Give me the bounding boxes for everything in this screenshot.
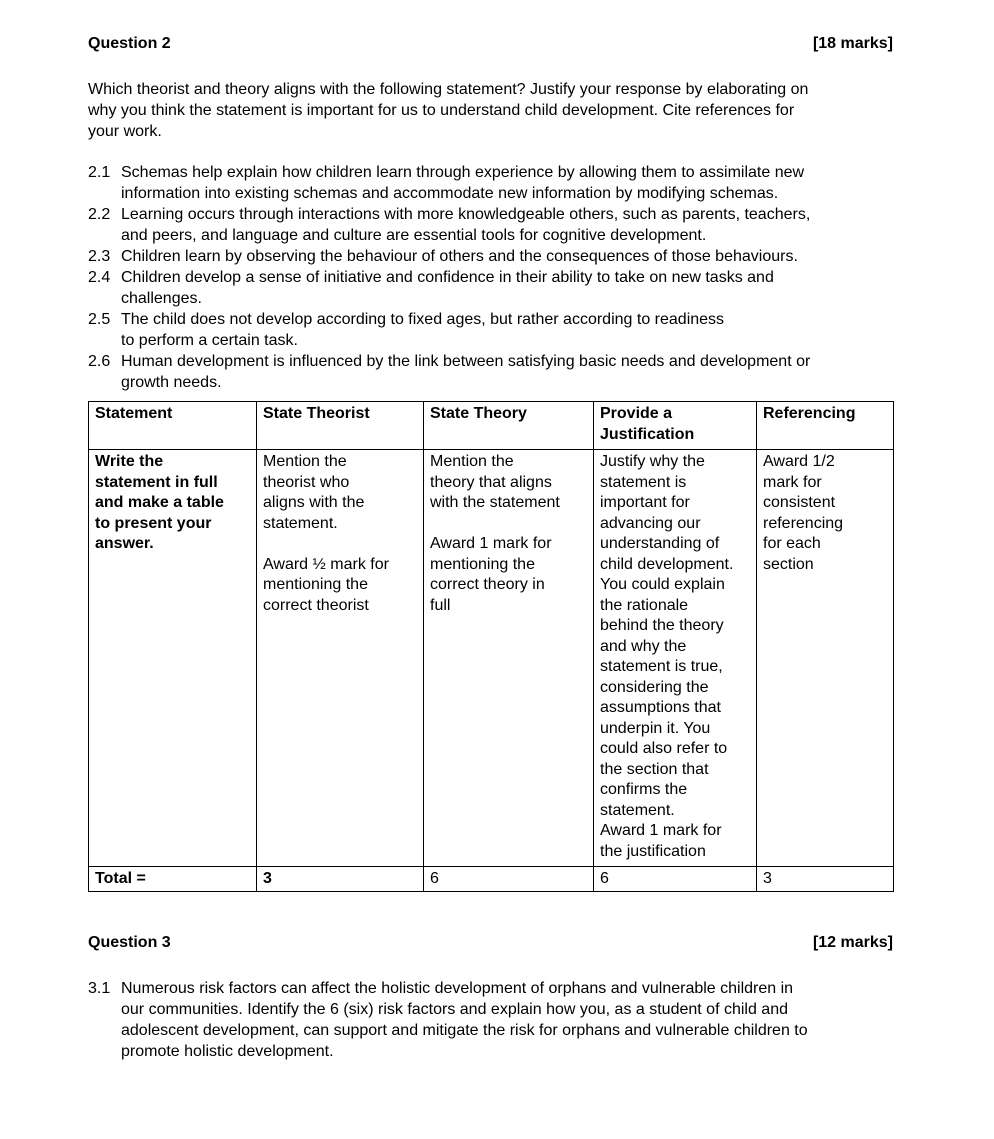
list-item-number: 2.3 — [88, 248, 111, 265]
cell-referencing-instruction: Award 1/2 mark for consistent referencing for each section — [757, 450, 894, 867]
list-item-number: 2.6 — [88, 353, 111, 370]
list-item-number: 3.1 — [88, 980, 111, 997]
list-item-text: Children learn by observing the behaviour of others and the consequences of those behaviours. — [121, 248, 798, 265]
list-item-2-4 — [88, 267, 893, 309]
list-item-number: 2.1 — [88, 164, 111, 181]
cell-theory-instruction: Mention the theory that aligns with the statement Award 1 mark for mentioning the correct theory in full — [424, 450, 594, 867]
question2-list — [88, 162, 893, 393]
list-item-text: Human development is influenced by the link between satisfying basic needs and development or growth needs. — [121, 353, 811, 391]
list-item-text: Numerous risk factors can affect the holistic development of orphans and vulnerable children in our communities. Identify the 6 (six) risk factors and explain how you, as a student of child and adolescent development, can support and mitigate the risk for orphans and vulnerable children to promote holistic development. — [121, 980, 808, 1060]
list-item-2-2 — [88, 204, 893, 246]
cell-theorist-instruction: Mention the theorist who aligns with the statement. Award ½ mark for mentioning the correct theorist — [257, 450, 424, 867]
question2-marks: [18 marks] — [812, 35, 893, 52]
list-item-text: Children develop a sense of initiative and confidence in their ability to take on new tasks and challenges. — [121, 269, 774, 307]
list-item-2-6 — [88, 351, 893, 393]
question2-header — [88, 33, 893, 54]
list-item-2-5 — [88, 309, 893, 351]
rubric-header-row — [89, 402, 894, 450]
total-label: Total = — [89, 867, 257, 892]
question2-title: Question 2 — [88, 35, 171, 52]
total-referencing-marks: 3 — [757, 867, 894, 892]
header-statement: Statement — [89, 402, 257, 450]
rubric-table — [88, 401, 894, 892]
total-theorist-marks: 3 — [257, 867, 424, 892]
cell-justification-instruction: Justify why the statement is important for advancing our understanding of child development. You could explain the rationale behind the theory and why the statement is true, considering the assumptions that underpin it. You could also refer to the section that confirms the statement. Award 1 mark for the justification — [594, 450, 757, 867]
list-item-text: Learning occurs through interactions with more knowledgeable others, such as parents, teachers, and peers, and language and culture are essential tools for cognitive development. — [121, 206, 811, 244]
rubric-total-row — [89, 867, 894, 892]
question3-list — [88, 978, 893, 1062]
list-item-number: 2.2 — [88, 206, 111, 223]
question3-marks: [12 marks] — [812, 934, 893, 951]
list-item-3-1 — [88, 978, 893, 1062]
question3-title: Question 3 — [88, 934, 171, 951]
total-theory-marks: 6 — [424, 867, 594, 892]
list-item-number: 2.4 — [88, 269, 111, 286]
header-state-theorist: State Theorist — [257, 402, 424, 450]
header-provide-justification: Provide a Justification — [594, 402, 757, 450]
cell-statement-instruction: Write the statement in full and make a table to present your answer. — [89, 450, 257, 867]
rubric-body-row — [89, 450, 894, 867]
total-justification-marks: 6 — [594, 867, 757, 892]
list-item-number: 2.5 — [88, 311, 111, 328]
list-item-2-1 — [88, 162, 893, 204]
header-referencing: Referencing — [757, 402, 894, 450]
question2-intro: Which theorist and theory aligns with the following statement? Justify your response by elaborating on why you think the statement is important for us to understand child development. Cite references for your work. — [88, 81, 809, 140]
list-item-2-3 — [88, 246, 893, 267]
list-item-text: The child does not develop according to fixed ages, but rather according to readiness to perform a certain task. — [121, 311, 725, 349]
list-item-text: Schemas help explain how children learn through experience by allowing them to assimilate new information into existing schemas and accommodate new information by modifying schemas. — [121, 164, 805, 202]
question3-header — [88, 932, 893, 953]
header-state-theory: State Theory — [424, 402, 594, 450]
